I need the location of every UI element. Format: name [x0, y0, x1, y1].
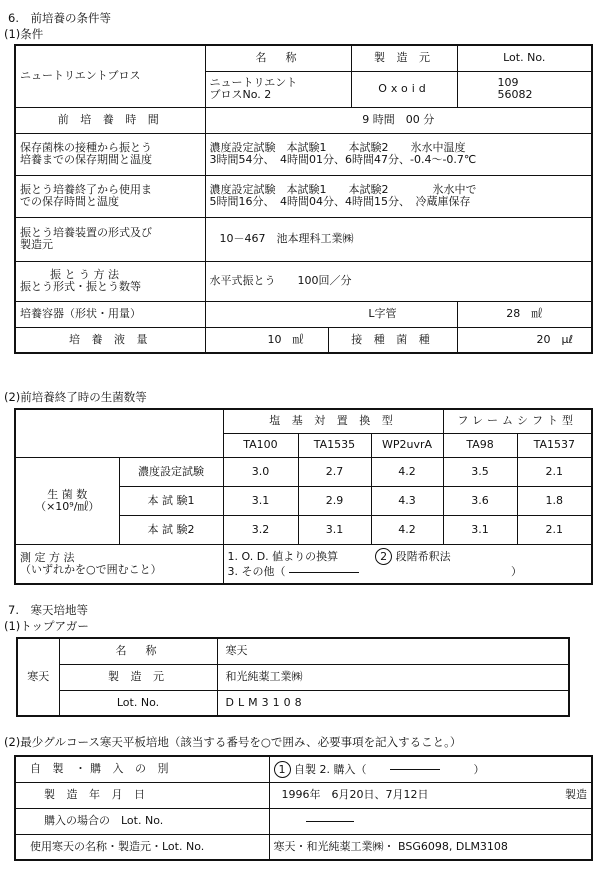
- strain-header: WP2uvrA: [371, 433, 443, 457]
- section-7-heading: 7. 寒天培地等: [8, 603, 88, 617]
- count-cell: 3.5: [443, 457, 517, 486]
- option-1: 1. O. D. 値よりの換算: [227, 550, 339, 564]
- medium-label: ニュートリエントブロス: [15, 45, 205, 107]
- liquid-value: 10 ㎖: [205, 327, 328, 353]
- agar-maker-label: 製 造 元: [59, 664, 217, 690]
- count-cell: 3.1: [223, 486, 298, 515]
- date-value: 1996年 6月20日、7月12日 製造: [269, 782, 592, 808]
- medium-name: ニュートリエント ブロスNo. 2: [205, 71, 351, 107]
- method-value: 水平式振とう 100回／分: [205, 261, 592, 301]
- count-cell: 3.6: [443, 486, 517, 515]
- count-cell: 3.1: [298, 515, 371, 544]
- group-frameshift: フレームシフト型: [443, 409, 592, 433]
- inoc-value: 20 μℓ: [457, 327, 592, 353]
- purchase-lot-value: [269, 808, 592, 834]
- agar-maker-value: 和光純薬工業㈱: [217, 664, 569, 690]
- count-cell: 2.1: [517, 515, 592, 544]
- viable-count-table: [14, 408, 593, 585]
- section-6-heading: 6. 前培養の条件等: [8, 11, 111, 25]
- name-header: 名 称: [205, 45, 351, 71]
- count-cell: 3.2: [223, 515, 298, 544]
- vessel-label: 培養容器（形状・用量）: [15, 301, 205, 327]
- section-7-sub1: (1)トップアガー: [4, 619, 89, 633]
- conditions-table: [14, 44, 593, 354]
- medium-maker: Oxoid: [351, 71, 457, 107]
- row-label: 濃度設定試験: [119, 457, 223, 486]
- date-label: 製 造 年 月 日: [15, 782, 269, 808]
- viable-count-label: 生 菌 数 （×10⁹/㎖）: [15, 457, 119, 544]
- storage-value: 濃度設定試験 本試験1 本試験2 氷水中温度 3時間54分、 4時間01分、6時間47分、-0.4～-0.7℃: [205, 133, 592, 175]
- strain-header: TA1537: [517, 433, 592, 457]
- count-cell: 2.9: [298, 486, 371, 515]
- agar-row-label: 寒天: [17, 638, 59, 716]
- glucose-plate-table: [14, 755, 593, 861]
- option-3-close: ）: [511, 565, 522, 579]
- row-label: 本 試 験1: [119, 486, 223, 515]
- source-label: 自 製 ・購 入 の 別: [15, 756, 269, 782]
- count-cell: 4.2: [371, 457, 443, 486]
- top-agar-table: [16, 637, 570, 717]
- time-label: 前 培 養 時 間: [15, 107, 205, 133]
- count-cell: 2.1: [517, 457, 592, 486]
- source-value: 1 自製 2. 購入（ ）: [269, 756, 592, 782]
- count-cell: 3.0: [223, 457, 298, 486]
- count-cell: 4.2: [371, 515, 443, 544]
- device-label: 振とう培養装置の形式及び 製造元: [15, 217, 205, 261]
- section-7-sub2: (2)最少グルコース寒天平板培地（該当する番号を○で囲み、必要事項を記入すること。）: [4, 735, 462, 749]
- strain-header: TA1535: [298, 433, 371, 457]
- strain-header: TA98: [443, 433, 517, 457]
- count-cell: 2.7: [298, 457, 371, 486]
- agar-name-label: 名 称: [59, 638, 217, 664]
- measure-label: 測 定 方 法 （いずれかを○で囲むこと）: [15, 544, 223, 584]
- purchase-lot-label: 購入の場合の Lot. No.: [15, 808, 269, 834]
- count-cell: 1.8: [517, 486, 592, 515]
- section-6-sub2: (2)前培養終了時の生菌数等: [4, 390, 147, 404]
- selected-option-circle: 1: [274, 761, 291, 778]
- agar-name-value: 寒天: [217, 638, 569, 664]
- device-value: 10－467 池本理科工業㈱: [205, 217, 592, 261]
- time-value: 9 時間 00 分: [205, 107, 592, 133]
- storage-label: 保存菌株の接種から振とう 培養までの保存期間と温度: [15, 133, 205, 175]
- method-label: 振 と う 方 法 振とう形式・振とう数等: [15, 261, 205, 301]
- option-2: 段階希釈法: [395, 550, 451, 564]
- inoc-label: 接 種 菌 種: [328, 327, 457, 353]
- section-6-sub1: (1)条件: [4, 27, 44, 41]
- measure-options: [223, 544, 592, 584]
- lot-header: Lot. No.: [457, 45, 592, 71]
- medium-lot: 109 56082: [457, 71, 592, 107]
- count-cell: 3.1: [443, 515, 517, 544]
- agar-used-label: 使用寒天の名称・製造元・Lot. No.: [15, 834, 269, 860]
- group-base-pair: 塩 基 対 置 換 型: [223, 409, 443, 433]
- selected-option-circle: 2: [375, 548, 392, 565]
- count-cell: 4.3: [371, 486, 443, 515]
- option-3: 3. その他（: [227, 565, 286, 579]
- vessel-shape: L字管: [205, 301, 457, 327]
- strain-header: TA100: [223, 433, 298, 457]
- after-value: 濃度設定試験 本試験1 本試験2 氷水中で 5時間16分、 4時間04分、4時間15分、 冷蔵庫保存: [205, 175, 592, 217]
- agar-lot-label: Lot. No.: [59, 690, 217, 716]
- liquid-label: 培 養 液 量: [15, 327, 205, 353]
- row-label: 本 試 験2: [119, 515, 223, 544]
- agar-lot-value: DLM3108: [217, 690, 569, 716]
- agar-used-value: 寒天・和光純薬工業㈱・ BSG6098, DLM3108: [269, 834, 592, 860]
- vessel-volume: 28 ㎖: [457, 301, 592, 327]
- maker-header: 製 造 元: [351, 45, 457, 71]
- after-label: 振とう培養終了から使用ま での保存時間と温度: [15, 175, 205, 217]
